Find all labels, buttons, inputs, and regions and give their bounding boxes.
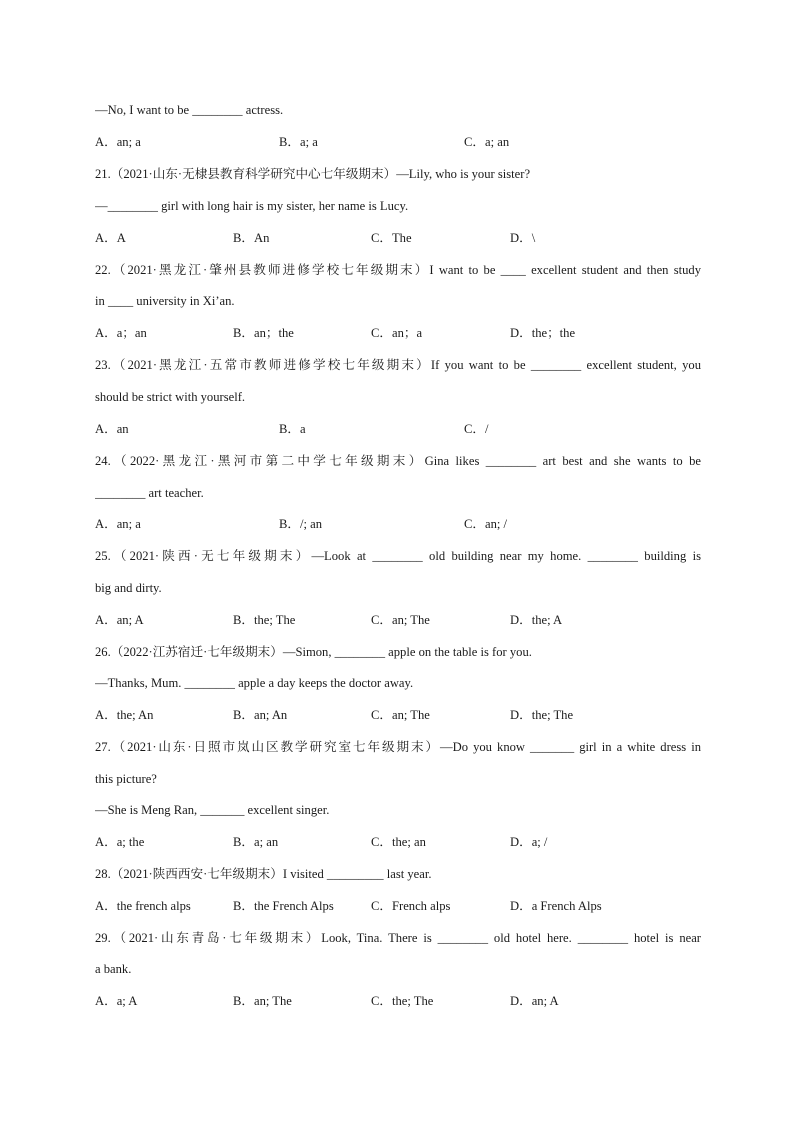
q20-option-b: B．a; a (279, 135, 318, 149)
q29-stem-cont: a bank. (95, 962, 132, 976)
q20-dialogue-line: —No, I want to be ________ actress. (95, 103, 284, 117)
q28-option-c: C．French alps (371, 899, 451, 913)
q25-option-b: B．the; The (233, 613, 296, 627)
q21-option-a: A．A (95, 231, 126, 245)
q25-stem-cont: big and dirty. (95, 581, 162, 595)
q22-option-a: A．a；an (95, 326, 147, 340)
q27-option-c: C．the; an (371, 835, 426, 849)
q22-option-b: B．an；the (233, 326, 294, 340)
q26-option-b: B．an; An (233, 708, 288, 722)
q27-option-b: B．a; an (233, 835, 279, 849)
q29-option-d: D．an; A (510, 994, 559, 1008)
q27-option-a: A．a; the (95, 835, 145, 849)
q29-stem: 29.（2021·山东青岛·七年级期末）Look, Tina. There is ________ old hotel here. ________ hotel is near (95, 931, 701, 945)
q28-option-d: D．a French Alps (510, 899, 602, 913)
q23-stem-cont: should be strict with yourself. (95, 390, 246, 404)
q21-dialogue-line: —________ girl with long hair is my sister, her name is Lucy. (95, 199, 409, 213)
q29-option-c: C．the; The (371, 994, 434, 1008)
q24-option-c: C．an; / (464, 517, 508, 531)
q26-dialogue-line: —Thanks, Mum. ________ apple a day keeps the doctor away. (95, 676, 414, 690)
q23-option-b: B．a (279, 422, 306, 436)
q25-option-a: A．an; A (95, 613, 144, 627)
q26-option-c: C．an; The (371, 708, 430, 722)
q22-option-c: C．an；a (371, 326, 423, 340)
q21-option-c: C．The (371, 231, 412, 245)
q26-stem: 26.（2022·江苏宿迁·七年级期末）—Simon, ________ apple on the table is for you. (95, 645, 532, 659)
q21-option-b: B．An (233, 231, 270, 245)
q27-stem-cont: this picture? (95, 772, 157, 786)
q28-option-b: B．the French Alps (233, 899, 334, 913)
q24-stem-cont: ________ art teacher. (95, 486, 204, 500)
q20-option-a: A．an; a (95, 135, 141, 149)
q23-option-c: C．/ (464, 422, 489, 436)
q21-stem: 21.（2021·山东·无棣县教育科学研究中心七年级期末）—Lily, who is your sister? (95, 167, 531, 181)
q25-option-d: D．the; A (510, 613, 563, 627)
q24-option-b: B．/; an (279, 517, 323, 531)
q27-stem: 27.（2021·山东·日照市岚山区教学研究室七年级期末）—Do you know _______ girl in a white dress in (95, 740, 701, 754)
q29-option-a: A．a; A (95, 994, 138, 1008)
q21-option-d: D．\ (510, 231, 536, 245)
q27-option-d: D．a; / (510, 835, 548, 849)
q22-option-d: D．the；the (510, 326, 576, 340)
q28-option-a: A．the french alps (95, 899, 191, 913)
q29-option-b: B．an; The (233, 994, 292, 1008)
q28-stem: 28.（2021·陕西西安·七年级期末）I visited _________ last year. (95, 867, 432, 881)
q26-option-a: A．the; An (95, 708, 154, 722)
q27-dialogue-line: —She is Meng Ran, _______ excellent singer. (95, 803, 330, 817)
q23-stem: 23.（2021·黑龙江·五常市教师进修学校七年级期末）If you want to be ________ excellent student, you (95, 358, 701, 372)
q23-option-a: A．an (95, 422, 129, 436)
q25-option-c: C．an; The (371, 613, 430, 627)
q20-option-c: C．a; an (464, 135, 510, 149)
q22-stem-cont: in ____ university in Xi’an. (95, 294, 235, 308)
q24-stem: 24.（2022·黑龙江·黑河市第二中学七年级期末）Gina likes ________ art best and she wants to be (95, 454, 701, 468)
q25-stem: 25.（2021·陕西·无七年级期末）—Look at ________ old building near my home. ________ building is (95, 549, 701, 563)
q26-option-d: D．the; The (510, 708, 574, 722)
q22-stem: 22.（2021·黑龙江·肇州县教师进修学校七年级期末）I want to be ____ excellent student and then study (95, 263, 701, 277)
q24-option-a: A．an; a (95, 517, 141, 531)
